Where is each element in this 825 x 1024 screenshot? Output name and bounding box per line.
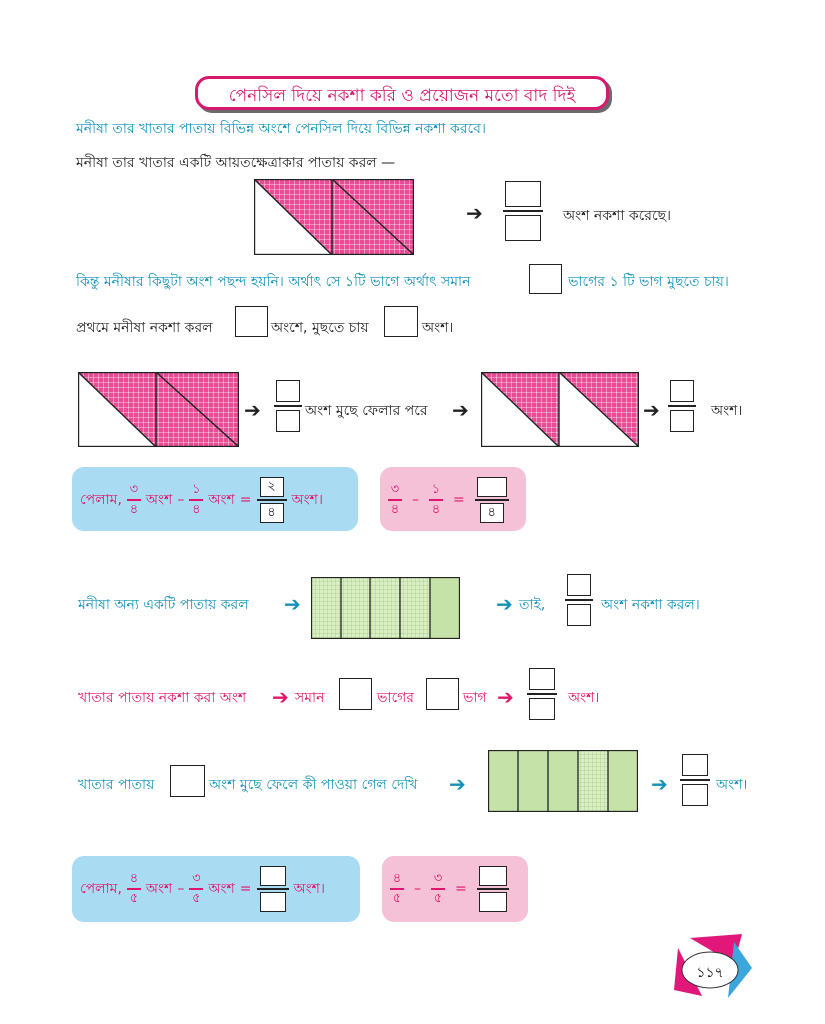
section-title: পেনসিল দিয়ে নকশা করি ও প্রয়োজন মতো বাদ দিই xyxy=(195,76,609,110)
answer-fraction-1 xyxy=(503,181,543,241)
question-text: কিন্তু মনীষার কিছুটা অংশ পছন্দ হয়নি। অর্থাৎ সে ১টি ভাগে অর্থাৎ সমান xyxy=(76,274,471,290)
equation-2 xyxy=(80,867,325,911)
numerator-box[interactable] xyxy=(670,380,694,402)
arrow-right-icon: ➔ xyxy=(272,685,289,709)
arrow-right-icon: ➔ xyxy=(284,592,301,616)
arrow-right-icon: ➔ xyxy=(497,685,514,709)
page-number: ১১৭ xyxy=(696,965,724,981)
denominator-box[interactable]: ৪ xyxy=(260,503,284,523)
denominator-box[interactable]: ৪ xyxy=(480,503,504,523)
erase-question-text: খাতার পাতায় xyxy=(78,777,155,793)
numerator-box[interactable] xyxy=(529,668,555,690)
arrow-right-icon: ➔ xyxy=(643,398,660,422)
erase-fraction xyxy=(274,380,302,432)
numerator-box[interactable] xyxy=(505,181,541,207)
minus-sign: – xyxy=(412,492,419,508)
unit-label: অংশ। xyxy=(293,881,325,897)
equals-sign: = xyxy=(239,881,252,897)
fraction-result xyxy=(477,866,509,912)
remaining-fraction xyxy=(668,380,696,432)
fraction-b: ৩ ৫ xyxy=(431,872,445,906)
answer-box[interactable] xyxy=(235,306,268,337)
denominator-box[interactable] xyxy=(670,410,694,432)
numerator-box[interactable]: ২ xyxy=(260,477,284,497)
denominator-box[interactable] xyxy=(479,892,507,912)
numerator-box[interactable] xyxy=(682,754,708,776)
answer-box[interactable] xyxy=(426,678,459,710)
rectangle-figure-shaded xyxy=(254,179,414,255)
rectangle-after-erase xyxy=(481,372,639,447)
numerator-box[interactable] xyxy=(567,574,591,596)
numerator-box[interactable] xyxy=(477,477,507,497)
unit-label: অংশ xyxy=(145,881,173,897)
denominator-box[interactable] xyxy=(567,604,591,626)
erase-text: অংশ মুছে ফেলার পরে xyxy=(305,403,428,419)
answer-box[interactable] xyxy=(384,306,418,337)
denominator-box[interactable] xyxy=(260,892,286,912)
equal-text: সমান xyxy=(295,690,325,706)
remaining-text: অংশ। xyxy=(711,403,743,419)
fraction-a: ৪ ৫ xyxy=(390,872,404,906)
equation-1 xyxy=(80,478,323,522)
step-text-end: অংশ। xyxy=(422,320,454,336)
denominator-box[interactable] xyxy=(682,784,708,806)
question-text-end: ভাগের ১ টি ভাগ মুছতে চায়। xyxy=(568,274,729,290)
strip-figure-five-parts xyxy=(311,577,460,639)
step-text-mid: অংশে, মুছতে চায় xyxy=(271,320,369,336)
equals-sign: = xyxy=(239,492,252,508)
numerator-box[interactable] xyxy=(276,380,300,402)
erase-question-mid: অংশ মুছে ফেলে কী পাওয়া গেল দেখি xyxy=(209,777,418,793)
design-text: অংশ নকশা করল। xyxy=(601,597,700,613)
fraction-b: ১ ৪ xyxy=(189,483,203,517)
denominator-box[interactable] xyxy=(505,215,541,241)
fraction-result xyxy=(257,477,287,523)
arrow-right-icon: ➔ xyxy=(449,772,466,796)
design-fraction xyxy=(565,574,593,626)
minus-sign: – xyxy=(414,881,421,897)
strip-figure-after-erase xyxy=(488,750,638,812)
arrow-right-icon: ➔ xyxy=(466,201,483,225)
numerator-box[interactable] xyxy=(479,866,507,886)
designed-unit: অংশ। xyxy=(568,690,600,706)
fraction-a: ৪ ৫ xyxy=(127,872,141,906)
fraction-a: ৩ ৪ xyxy=(127,483,141,517)
unit-label: অংশ xyxy=(208,881,235,897)
fraction-b: ৩ ৫ xyxy=(189,872,203,906)
arrow-right-icon: ➔ xyxy=(496,592,513,616)
arrow-right-icon: ➔ xyxy=(244,398,261,422)
answer-box[interactable] xyxy=(529,264,562,294)
minus-sign: – xyxy=(177,881,185,897)
equation-2-short xyxy=(390,867,509,911)
unit-label: অংশ xyxy=(145,492,173,508)
fraction-b: ১ ৪ xyxy=(429,483,443,517)
result-text: অংশ নকশা করেছে। xyxy=(563,208,672,224)
parts-text: ভাগের xyxy=(377,690,414,706)
designed-part-text: খাতার পাতায় নকশা করা অংশ xyxy=(78,690,247,706)
answer-box[interactable] xyxy=(170,765,205,797)
rectangle-before-erase xyxy=(78,372,239,447)
step-text: প্রথমে মনীষা নকশা করল xyxy=(76,320,213,336)
equation-prefix: পেলাম, xyxy=(80,881,122,897)
minus-sign: – xyxy=(177,492,185,508)
arrow-right-icon: ➔ xyxy=(452,398,469,422)
numerator-box[interactable] xyxy=(260,866,286,886)
intro-text: মনীষা তার খাতার পাতায় বিভিন্ন অংশে পেনসিল দিয়ে বিভিন্ন নকশা করবে। xyxy=(76,121,486,137)
after-erase-fraction xyxy=(680,754,710,806)
second-page-text: মনীষা অন্য একটি পাতায় করল xyxy=(78,597,249,613)
equals-sign: = xyxy=(453,492,465,508)
arrow-right-icon: ➔ xyxy=(651,772,668,796)
equation-1-short xyxy=(388,478,509,522)
answer-box[interactable] xyxy=(339,678,372,710)
designed-fraction xyxy=(527,668,557,720)
equals-sign: = xyxy=(455,881,467,897)
part-text: ভাগ xyxy=(463,690,487,706)
fraction-a: ৩ ৪ xyxy=(388,483,402,517)
denominator-box[interactable] xyxy=(276,410,300,432)
fraction-result xyxy=(475,477,509,523)
after-erase-unit: অংশ। xyxy=(716,777,748,793)
unit-label: অংশ xyxy=(208,492,235,508)
instruction-text: মনীষা তার খাতার একটি আয়তক্ষেত্রাকার পাতায় করল — xyxy=(76,155,396,171)
equation-prefix: পেলাম, xyxy=(80,492,122,508)
denominator-box[interactable] xyxy=(529,698,555,720)
fraction-result xyxy=(257,866,289,912)
unit-label: অংশ। xyxy=(291,492,323,508)
so-text: তাই, xyxy=(519,597,546,613)
